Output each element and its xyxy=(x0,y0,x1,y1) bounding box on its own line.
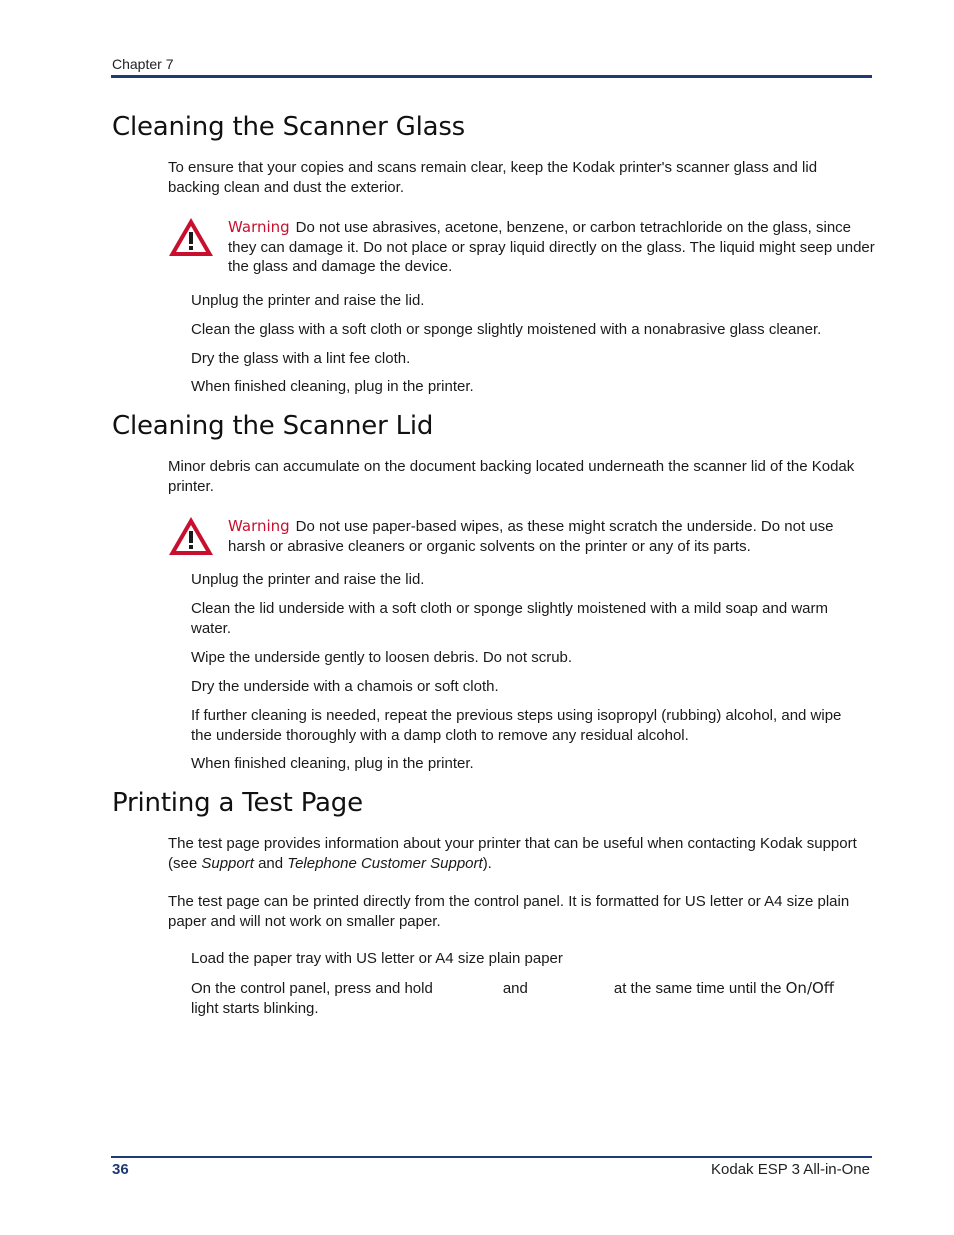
warning-label: Warning xyxy=(228,517,290,535)
step-text: light starts blinking. xyxy=(191,1000,319,1017)
section-title-test-page: Printing a Test Page xyxy=(112,788,363,818)
footer-rule xyxy=(111,1156,872,1158)
section-title-scanner-lid: Cleaning the Scanner Lid xyxy=(112,411,434,441)
warning-label: Warning xyxy=(228,218,290,236)
warning-text: Do not use paper-based wipes, as these might scratch the underside. Do not use harsh or abrasive cleaners or organic solvents on the printer or any of its parts. xyxy=(228,518,834,555)
header-rule xyxy=(111,75,872,78)
intro-text: ). xyxy=(482,855,492,872)
intro-text: The test page provides information about your printer that can be useful when contacting Kodak support (see xyxy=(168,835,857,872)
section-title-scanner-glass: Cleaning the Scanner Glass xyxy=(112,112,466,142)
glass-step-3: Dry the glass with a lint fee cloth. xyxy=(191,350,411,367)
document-title: Kodak ESP 3 All-in-One xyxy=(711,1161,870,1178)
running-header: Chapter 7 xyxy=(112,56,174,72)
glass-step-1: Unplug the printer and raise the lid. xyxy=(191,292,425,309)
test-page-step-2 xyxy=(191,978,861,1019)
glass-intro: To ensure that your copies and scans remain clear, keep the Kodak printer's scanner glass and lid backing clean and dust the exterior. xyxy=(168,159,818,196)
page-number: 36 xyxy=(112,1161,129,1178)
intro-text: and xyxy=(253,855,288,872)
link-support[interactable]: Support xyxy=(201,855,254,872)
glass-warning xyxy=(228,218,878,277)
lid-step-1: Unplug the printer and raise the lid. xyxy=(191,571,425,588)
lid-step-2: Clean the lid underside with a soft cloth or sponge slightly moistened with a mild soap and warm water. xyxy=(191,600,829,637)
lid-step-5: If further cleaning is needed, repeat the previous steps using isopropyl (rubbing) alcohol, and wipe the underside thoroughly with a damp cloth to remove any residual alcohol. xyxy=(191,707,842,744)
step-text: at the same time until the xyxy=(613,980,782,997)
lid-intro: Minor debris can accumulate on the document backing located underneath the scanner lid of the Kodak printer. xyxy=(168,458,855,495)
step-text: On the control panel, press and hold xyxy=(191,980,433,997)
warning-text: Do not use abrasives, acetone, benzene, or carbon tetrachloride on the glass, since they can damage it. Do not place or spray liquid directly on the glass. The liquid might seep under the glass and damage the device. xyxy=(228,219,875,275)
warning-triangle-icon xyxy=(167,216,215,258)
lid-step-3: Wipe the underside gently to loosen debris. Do not scrub. xyxy=(191,649,573,666)
test-page-intro-1 xyxy=(168,834,868,874)
test-page-intro-2: The test page can be printed directly from the control panel. It is formatted for US letter or A4 size plain paper and will not work on smaller paper. xyxy=(168,893,850,930)
link-telephone-support[interactable]: Telephone Customer Support xyxy=(287,855,483,872)
on-off-button-term: On/Off xyxy=(785,979,835,997)
glass-step-2: Clean the glass with a soft cloth or sponge slightly moistened with a nonabrasive glass cleaner. xyxy=(191,321,822,338)
glass-step-4: When finished cleaning, plug in the printer. xyxy=(191,378,474,395)
warning-triangle-icon xyxy=(167,515,215,557)
step-text: and xyxy=(502,980,528,997)
lid-warning xyxy=(228,517,858,556)
lid-step-4: Dry the underside with a chamois or soft cloth. xyxy=(191,678,499,695)
lid-step-6: When finished cleaning, plug in the printer. xyxy=(191,755,474,772)
test-page-step-1: Load the paper tray with US letter or A4 size plain paper xyxy=(191,950,563,967)
